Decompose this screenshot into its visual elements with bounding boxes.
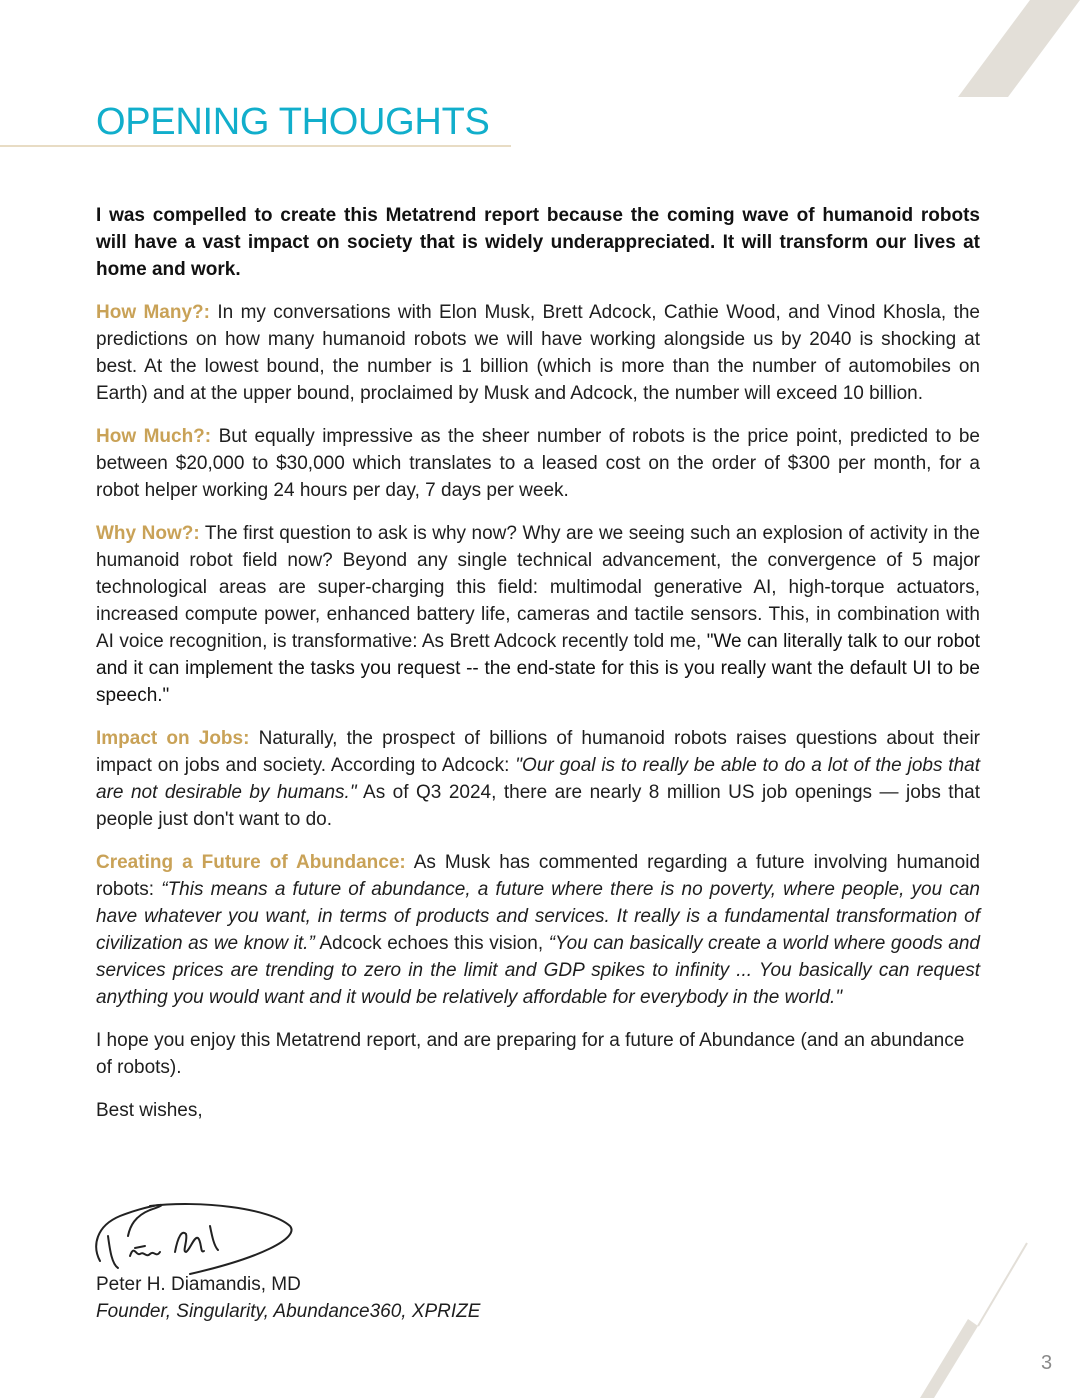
section-how-many bbox=[96, 299, 980, 407]
intro-paragraph: I was compelled to create this Metatrend report because the coming wave of humanoid robots will have a vast impact on society that is widely underappreciated. It will transform our lives at home and work. bbox=[96, 205, 980, 280]
adcock-quote: "Our goal is to really be able to do a lot of the jobs that are not desirable by humans." bbox=[96, 755, 980, 803]
section-label: Impact on Jobs: bbox=[96, 728, 250, 749]
section-text-after: As of Q3 2024, there are nearly 8 million US job openings — jobs that people just don't want to do. bbox=[96, 782, 980, 830]
signoff: Best wishes, bbox=[96, 1100, 203, 1121]
page-number: 3 bbox=[1041, 1352, 1053, 1374]
section-how-much bbox=[96, 423, 980, 504]
section-text: In my conversations with Elon Musk, Brett Adcock, Cathie Wood, and Vinod Khosla, the predictions on how many humanoid robots we will have working alongside us by 2040 is shocking at best. At the lowest bound, the number is 1 billion (which is more than the number of automobiles on Earth) and at the upper bound, proclaimed by Musk and Adcock, the number will exceed 10 billion. bbox=[96, 302, 980, 404]
corner-decoration-bottom bbox=[900, 1230, 1080, 1398]
adcock-quote: "We can literally talk to our robot and it can implement the tasks you request -- the end-state for this is you really want the default UI to be speech." bbox=[96, 631, 980, 706]
signatory-title: Founder, Singularity, Abundance360, XPRIZE bbox=[96, 1301, 481, 1322]
signatory-name: Peter H. Diamandis, MD bbox=[96, 1274, 301, 1295]
section-why-now bbox=[96, 520, 980, 709]
adcock-quote: “You can basically create a world where goods and services prices are trending to zero in the limit and GDP spikes to infinity ... You basically can request anything you would want and it would be relatively affordable for everybody in the world." bbox=[96, 933, 980, 1008]
section-text: As Musk has commented regarding a future involving humanoid robots: bbox=[96, 852, 980, 900]
musk-quote: “This means a future of abundance, a future where there is no poverty, where people, you can have whatever you want, in terms of products and services. It really is a fundamental transformation of civilization as we know it.” bbox=[96, 879, 980, 954]
signature-image bbox=[90, 1196, 310, 1276]
section-label: How Much?: bbox=[96, 426, 212, 447]
section-text-after: Adcock echoes this vision, bbox=[314, 933, 549, 954]
title-divider bbox=[0, 145, 511, 147]
page-title: OPENING THOUGHTS bbox=[96, 101, 490, 143]
section-label: How Many?: bbox=[96, 302, 210, 323]
section-text: But equally impressive as the sheer number of robots is the price point, predicted to be between $20,000 to $30,000 which translates to a leased cost on the order of $300 per month, for a robot helper working 24 hours per day, 7 days per week. bbox=[96, 426, 980, 501]
closing-paragraph: I hope you enjoy this Metatrend report, and are preparing for a future of Abundance (and an abundance of robots). bbox=[96, 1030, 965, 1078]
section-label: Creating a Future of Abundance: bbox=[96, 852, 406, 873]
section-label: Why Now?: bbox=[96, 523, 200, 544]
section-future-of-abundance bbox=[96, 849, 980, 1011]
section-impact-on-jobs bbox=[96, 725, 980, 833]
corner-decoration-top bbox=[958, 0, 1080, 97]
section-text: Naturally, the prospect of billions of humanoid robots raises questions about their impact on jobs and society. According to Adcock: bbox=[96, 728, 980, 776]
section-text: The first question to ask is why now? Why are we seeing such an explosion of activity in the humanoid robot field now? Beyond any single technical advancement, the convergence of 5 major technological areas are super-charging this field: multimodal generative AI, high-torque actuators, increased compute power, enhanced battery life, cameras and tactile sensors. This, in combination with AI voice recognition, is transformative: As Brett Adcock recently told me, bbox=[96, 523, 980, 652]
letter-body bbox=[96, 202, 980, 1140]
